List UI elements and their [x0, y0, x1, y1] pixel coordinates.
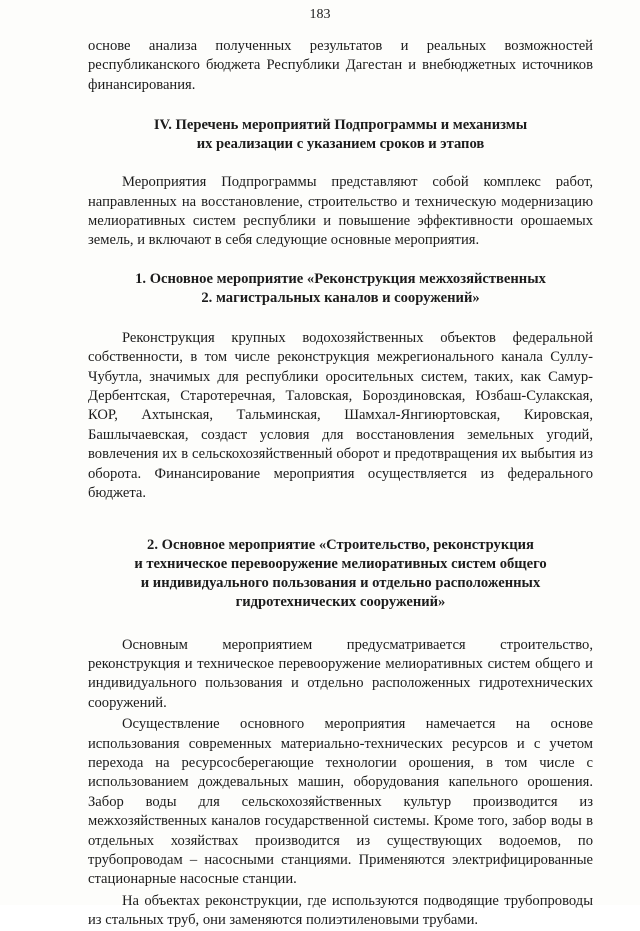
- measure-2-heading-line: 2. Основное мероприятие «Строительство, реконструкция: [147, 536, 534, 553]
- section-4-paragraph: Мероприятия Подпрограммы представляют собой комплекс работ, направленных на восстановление, строительство и техническую модернизацию мелиоративных систем республики и повышение эффективности орошаемых земель, и включают в себя следующие основные мероприятия.: [88, 174, 593, 249]
- measure-2-heading: [88, 536, 593, 612]
- page-content: [88, 37, 593, 931]
- section-4-heading-line: их реализации с указанием сроков и этапов: [196, 136, 485, 153]
- measure-2-heading-line: гидротехнических сооружений»: [235, 593, 446, 610]
- measure-2-heading-line: и техническое перевооружение мелиоративных систем общего: [134, 555, 547, 572]
- measure-1-paragraph: Реконструкция крупных водохозяйственных объектов федеральной собственности, в том числе реконструкция межрегионального канала Суллу-Чубутла, значимых для республики оросительных систем, таких, как Самур-Дербентская, Старотеречная, Таловская, Бороздиновская, Юзбаш-Сулакская, КОР, Ахтынская, Тальминская, Шамхал-Янгиюртовская, Кировская, Башлычаевская, создаст условия для восстановления земельных угодий, вовлечения их в сельскохозяйственный оборот и предотвращения их выбытия из оборота. Финансирование мероприятия осуществляется из федерального бюджета.: [88, 329, 593, 502]
- intro-paragraph: основе анализа полученных результатов и реальных возможностей республиканского бюджета Республики Дагестан и внебюджетных источников финансирования.: [88, 38, 593, 93]
- measure-1-heading: [88, 270, 593, 308]
- measure-2-paragraph: Осуществление основного мероприятия намечается на основе использования современных материально-технических ресурсов и с учетом перехода на ресурсосберегающие технологии орошения, в том числе с использованием дождевальных машин, оборудования капельного орошения. Забор воды для сельскохозяйственных культур производится из межхозяйственных каналов государственной системы. Кроме того, забор воды в отдельных хозяйствах производится из существующих водоемов, по трубопроводам – насосными станциями. Применяются электрифицированные стационарные насосные станции.: [88, 716, 593, 888]
- section-4-heading-line: IV. Перечень мероприятий Подпрограммы и механизмы: [153, 117, 528, 134]
- measure-1-heading-line: 1. Основное мероприятие «Реконструкция межхозяйственных: [135, 270, 546, 287]
- measure-1-heading-line: 2. магистральных каналов и сооружений»: [201, 289, 480, 306]
- measure-2-heading-line: и индивидуального пользования и отдельно расположенных: [140, 574, 541, 591]
- measure-2-paragraph: На объектах реконструкции, где используются подводящие трубопроводы из стальных труб, они заменяются полиэтиленовыми трубами.: [88, 892, 593, 929]
- page-number: 183: [309, 7, 331, 22]
- measure-2-paragraph: Основным мероприятием предусматривается строительство, реконструкция и техническое перевооружение мелиоративных систем общего и индивидуального пользования и отдельно расположенных гидротехнических сооружений.: [88, 636, 593, 711]
- section-4-heading: [88, 116, 593, 154]
